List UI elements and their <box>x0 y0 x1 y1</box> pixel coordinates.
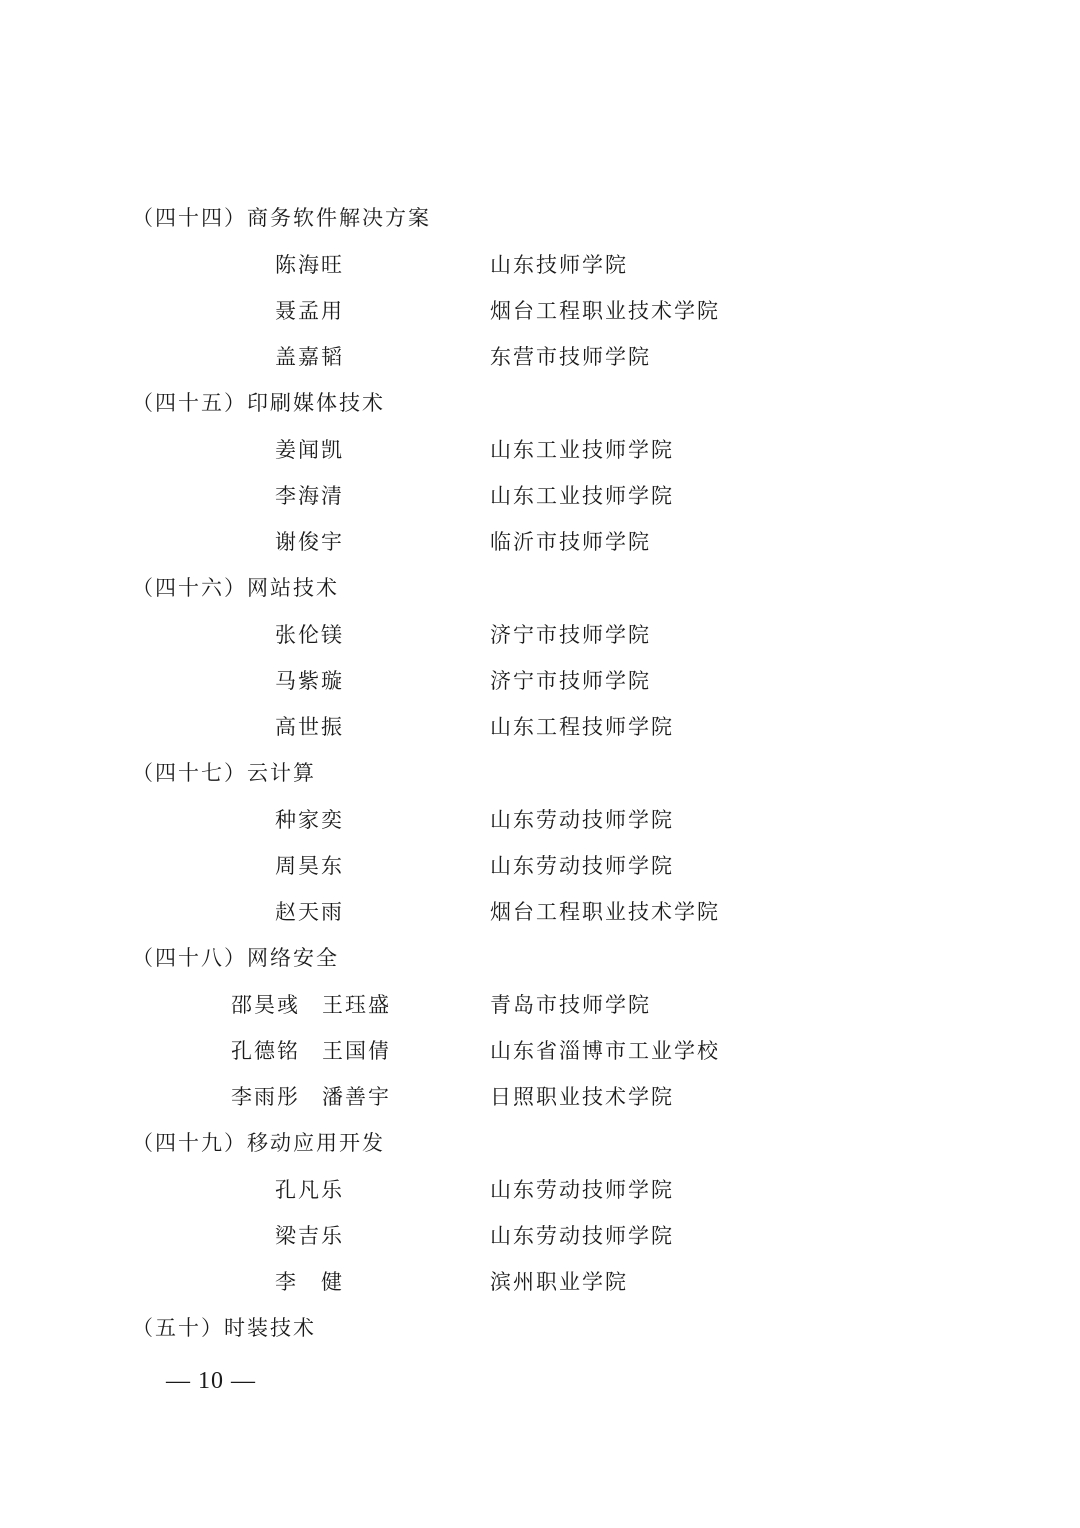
winner-school: 烟台工程职业技术学院 <box>490 299 720 323</box>
team-member-name: 潘善宇 <box>322 1085 391 1109</box>
team-member-name: 邵昊彧 <box>231 993 300 1017</box>
winner-name: 陈海旺 <box>275 253 344 277</box>
section-heading-44: （四十四）商务软件解决方案 <box>132 206 431 230</box>
team-member-name: 王国倩 <box>322 1039 391 1063</box>
winner-school: 山东劳动技师学院 <box>490 854 674 878</box>
team-names <box>231 990 391 1020</box>
winner-name: 盖嘉韬 <box>275 345 344 369</box>
winner-school: 山东技师学院 <box>490 253 628 277</box>
page-number: — 10 — <box>166 1368 256 1394</box>
winner-school: 临沂市技师学院 <box>490 530 651 554</box>
winner-school: 山东劳动技师学院 <box>490 1224 674 1248</box>
winner-school: 日照职业技术学院 <box>490 1085 674 1109</box>
winner-name: 梁吉乐 <box>275 1224 344 1248</box>
team-member-name: 孔德铭 <box>231 1039 300 1063</box>
section-heading-50: （五十）时装技术 <box>132 1316 316 1340</box>
team-names <box>231 1082 391 1112</box>
section-heading-48: （四十八）网络安全 <box>132 946 339 970</box>
winner-school: 山东工程技师学院 <box>490 715 674 739</box>
winner-name: 种家奕 <box>275 808 344 832</box>
winner-school: 山东劳动技师学院 <box>490 1178 674 1202</box>
winner-school: 烟台工程职业技术学院 <box>490 900 720 924</box>
section-heading-49: （四十九）移动应用开发 <box>132 1131 385 1155</box>
winner-name: 谢俊宇 <box>275 530 344 554</box>
winner-school: 东营市技师学院 <box>490 345 651 369</box>
winner-name: 聂孟用 <box>275 299 344 323</box>
section-heading-46: （四十六）网站技术 <box>132 576 339 600</box>
winner-school: 济宁市技师学院 <box>490 623 651 647</box>
team-names <box>231 1036 391 1066</box>
winner-name: 赵天雨 <box>275 900 344 924</box>
section-heading-45: （四十五）印刷媒体技术 <box>132 391 385 415</box>
winner-school: 山东工业技师学院 <box>490 484 674 508</box>
team-member-name: 王珏盛 <box>322 993 391 1017</box>
winner-school: 山东工业技师学院 <box>490 438 674 462</box>
winner-school: 山东省淄博市工业学校 <box>490 1039 720 1063</box>
winner-school: 山东劳动技师学院 <box>490 808 674 832</box>
winner-name: 马紫璇 <box>275 669 344 693</box>
winner-name: 李 健 <box>275 1270 344 1294</box>
winner-name: 李海清 <box>275 484 344 508</box>
winner-school: 滨州职业学院 <box>490 1270 628 1294</box>
section-heading-47: （四十七）云计算 <box>132 761 316 785</box>
winner-name: 高世振 <box>275 715 344 739</box>
team-member-name: 李雨彤 <box>231 1085 300 1109</box>
winner-name: 姜闻凯 <box>275 438 344 462</box>
winner-name: 孔凡乐 <box>275 1178 344 1202</box>
winner-name: 周昊东 <box>275 854 344 878</box>
winner-name: 张伦镁 <box>275 623 344 647</box>
winner-school: 青岛市技师学院 <box>490 993 651 1017</box>
winner-school: 济宁市技师学院 <box>490 669 651 693</box>
